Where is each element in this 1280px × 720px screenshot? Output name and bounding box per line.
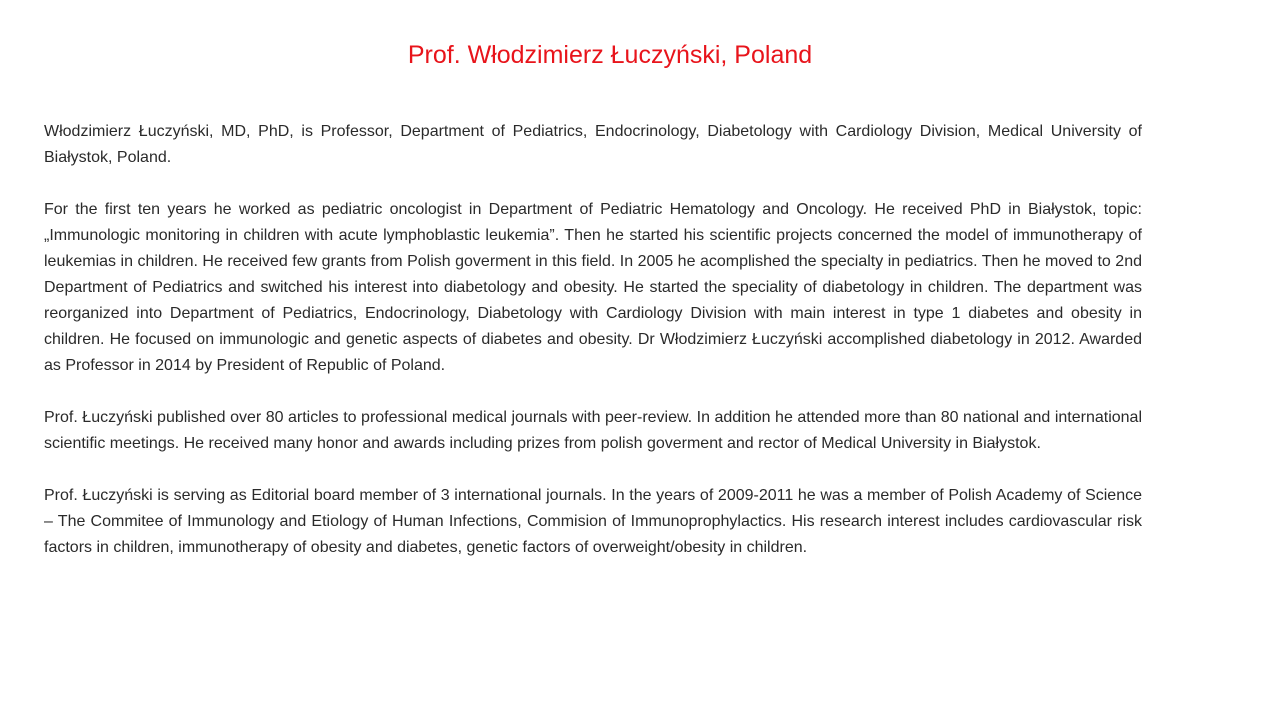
bio-paragraph-editorial: Prof. Łuczyński is serving as Editorial board member of 3 international journals. In the years of 2009-2011 he was a member of Polish Academy of Science – The Commitee of Immunology and Etiology of Human Infections, Commision of Immunoprophylactics. His research interest includes cardiovascular risk factors in children, immunotherapy of obesity and diabetes, genetic factors of overweight/obesity in children. xyxy=(44,487,1142,556)
bio-paragraph-intro: Włodzimierz Łuczyński, MD, PhD, is Professor, Department of Pediatrics, Endocrinology, Diabetology with Cardiology Division, Medical University of Białystok, Poland. xyxy=(44,123,1142,166)
bio-paragraph-career: For the first ten years he worked as pediatric oncologist in Department of Pediatric Hematology and Oncology. He received PhD in Białystok, topic: „Immunologic monitoring in children with acute lymphoblastic leukemia”. Then he started his scientific projects concerned the model of immunotherapy of leukemias in children. He received few grants from Polish goverment in this field. In 2005 he acomplished the specialty in pediatrics. Then he moved to 2nd Department of Pediatrics and switched his interest into diabetology and obesity. He started the speciality of diabetology in children. The department was reorganized into Department of Pediatrics, Endocrinology, Diabetology with Cardiology Division with main interest in type 1 diabetes and obesity in children. He focused on immunologic and genetic aspects of diabetes and obesity. Dr Włodzimierz Łuczyński accomplished diabetology in 2012. Awarded as Professor in 2014 by President of Republic of Poland. xyxy=(44,201,1142,374)
slide-body xyxy=(44,119,1142,561)
bio-paragraph-publications: Prof. Łuczyński published over 80 articles to professional medical journals with peer-review. In addition he attended more than 80 national and international scientific meetings. He received many honor and awards including prizes from polish goverment and rector of Medical University in Białystok. xyxy=(44,409,1142,452)
slide-title: Prof. Włodzimierz Łuczyński, Poland xyxy=(407,41,813,69)
